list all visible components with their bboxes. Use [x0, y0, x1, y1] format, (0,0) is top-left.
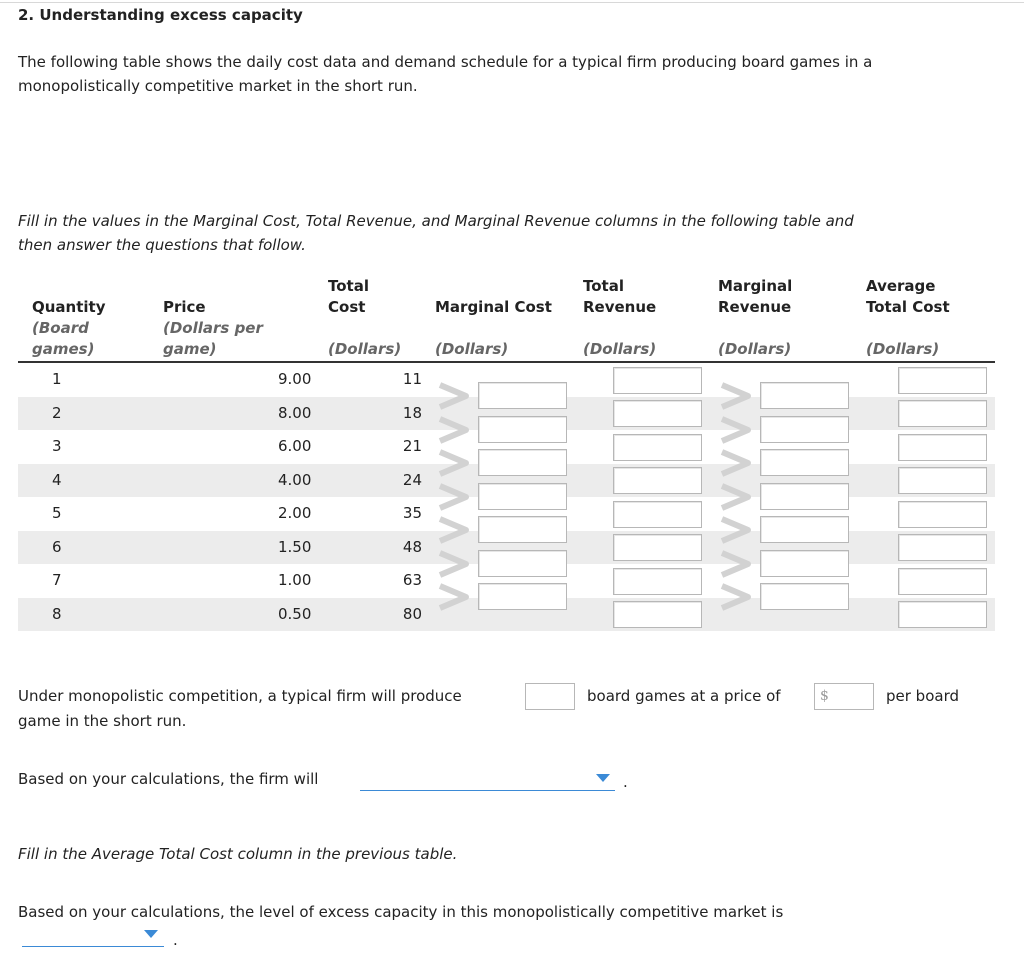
chevron-right-icon	[718, 550, 754, 578]
q1-text-3: per board	[886, 687, 960, 705]
header-atc-2: Total Cost	[866, 298, 950, 316]
q1-quantity-input[interactable]	[525, 683, 575, 710]
total-revenue-input-7[interactable]	[613, 568, 702, 595]
intro-line-1: The following table shows the daily cost data and demand schedule for a typical firm producing board games in a	[18, 53, 873, 71]
q1-text-1: Under monopolistic competition, a typical firm will produce	[18, 687, 462, 705]
header-rule	[18, 361, 995, 363]
marginal-revenue-input-2[interactable]	[760, 382, 849, 409]
header-price-unit-2: game)	[163, 340, 217, 358]
cell-quantity: 6	[52, 538, 62, 556]
marginal-revenue-input-8[interactable]	[760, 583, 849, 610]
q4-period: .	[173, 931, 178, 949]
total-revenue-input-6[interactable]	[613, 534, 702, 561]
cell-total-cost: 11	[402, 370, 422, 388]
cell-quantity: 1	[52, 370, 62, 388]
chevron-right-icon	[718, 483, 754, 511]
atc-input-4[interactable]	[898, 467, 987, 494]
header-marginal-revenue-2: Revenue	[718, 298, 792, 316]
header-marginal-revenue-1: Marginal	[718, 277, 793, 295]
total-revenue-input-5[interactable]	[613, 501, 702, 528]
marginal-cost-input-8[interactable]	[478, 583, 567, 610]
chevron-right-icon	[718, 583, 754, 611]
header-total-cost-unit: (Dollars)	[328, 340, 402, 358]
question-title: 2. Understanding excess capacity	[18, 6, 303, 24]
marginal-revenue-input-5[interactable]	[760, 483, 849, 510]
cell-price: 8.00	[278, 404, 312, 422]
cell-total-cost: 48	[402, 538, 422, 556]
chevron-right-icon	[718, 382, 754, 410]
cell-price: 2.00	[278, 504, 312, 522]
q4-dropdown[interactable]	[22, 926, 164, 947]
marginal-revenue-input-6[interactable]	[760, 516, 849, 543]
cell-quantity: 2	[52, 404, 62, 422]
marginal-revenue-input-4[interactable]	[760, 449, 849, 476]
header-total-cost-2: Cost	[328, 298, 366, 316]
q2-dropdown[interactable]	[360, 770, 615, 791]
q3-text: Fill in the Average Total Cost column in the previous table.	[18, 845, 458, 863]
marginal-cost-input-2[interactable]	[478, 382, 567, 409]
chevron-right-icon	[718, 449, 754, 477]
header-marginal-cost: Marginal Cost	[435, 298, 552, 316]
q1-price-input[interactable]	[814, 683, 874, 710]
dollar-sign: $	[820, 688, 829, 704]
total-revenue-input-2[interactable]	[613, 400, 702, 427]
top-divider	[0, 2, 1024, 3]
cell-quantity: 5	[52, 504, 62, 522]
chevron-down-icon	[596, 774, 610, 782]
marginal-cost-input-5[interactable]	[478, 483, 567, 510]
chevron-right-icon	[436, 516, 472, 544]
q1-text-4: game in the short run.	[18, 712, 187, 730]
header-quantity-unit-1: (Board	[32, 319, 89, 337]
instructions-line-1: Fill in the values in the Marginal Cost, Total Revenue, and Marginal Revenue columns in the following table and	[18, 212, 854, 230]
cell-total-cost: 18	[402, 404, 422, 422]
chevron-right-icon	[436, 382, 472, 410]
cell-price: 0.50	[278, 605, 312, 623]
q1-text-2: board games at a price of	[587, 687, 781, 705]
cell-price: 6.00	[278, 437, 312, 455]
cell-price: 1.00	[278, 571, 312, 589]
atc-input-7[interactable]	[898, 568, 987, 595]
total-revenue-input-3[interactable]	[613, 434, 702, 461]
cell-total-cost: 24	[402, 471, 422, 489]
q2-text: Based on your calculations, the firm will	[18, 770, 319, 788]
atc-input-6[interactable]	[898, 534, 987, 561]
cell-quantity: 7	[52, 571, 62, 589]
cell-quantity: 3	[52, 437, 62, 455]
cell-total-cost: 21	[402, 437, 422, 455]
header-marginal-revenue-unit: (Dollars)	[718, 340, 792, 358]
header-total-revenue-unit: (Dollars)	[583, 340, 657, 358]
instructions-line-2: then answer the questions that follow.	[18, 236, 306, 254]
q2-period: .	[623, 773, 628, 791]
marginal-cost-input-3[interactable]	[478, 416, 567, 443]
marginal-cost-input-6[interactable]	[478, 516, 567, 543]
chevron-right-icon	[718, 416, 754, 444]
atc-input-3[interactable]	[898, 434, 987, 461]
header-price-unit-1: (Dollars per	[163, 319, 263, 337]
total-revenue-input-1[interactable]	[613, 367, 702, 394]
cell-total-cost: 35	[402, 504, 422, 522]
cell-price: 9.00	[278, 370, 312, 388]
chevron-down-icon	[144, 930, 158, 938]
cell-price: 1.50	[278, 538, 312, 556]
cell-quantity: 8	[52, 605, 62, 623]
header-total-revenue-1: Total	[583, 277, 624, 295]
marginal-cost-input-7[interactable]	[478, 550, 567, 577]
atc-input-2[interactable]	[898, 400, 987, 427]
total-revenue-input-4[interactable]	[613, 467, 702, 494]
marginal-revenue-input-3[interactable]	[760, 416, 849, 443]
header-price: Price	[163, 298, 206, 316]
q4-text: Based on your calculations, the level of excess capacity in this monopolistically competitive market is	[18, 903, 784, 921]
atc-input-8[interactable]	[898, 601, 987, 628]
header-total-cost-1: Total	[328, 277, 369, 295]
header-total-revenue-2: Revenue	[583, 298, 657, 316]
chevron-right-icon	[436, 550, 472, 578]
cell-total-cost: 63	[402, 571, 422, 589]
cell-price: 4.00	[278, 471, 312, 489]
atc-input-1[interactable]	[898, 367, 987, 394]
header-quantity: Quantity	[32, 298, 106, 316]
intro-line-2: monopolistically competitive market in the short run.	[18, 77, 418, 95]
marginal-revenue-input-7[interactable]	[760, 550, 849, 577]
chevron-right-icon	[436, 449, 472, 477]
chevron-right-icon	[436, 416, 472, 444]
header-atc-1: Average	[866, 277, 936, 295]
header-quantity-unit-2: games)	[32, 340, 95, 358]
cell-quantity: 4	[52, 471, 62, 489]
atc-input-5[interactable]	[898, 501, 987, 528]
chevron-right-icon	[436, 483, 472, 511]
cell-total-cost: 80	[402, 605, 422, 623]
chevron-right-icon	[718, 516, 754, 544]
total-revenue-input-8[interactable]	[613, 601, 702, 628]
header-marginal-cost-unit: (Dollars)	[435, 340, 509, 358]
chevron-right-icon	[436, 583, 472, 611]
header-atc-unit: (Dollars)	[866, 340, 940, 358]
marginal-cost-input-4[interactable]	[478, 449, 567, 476]
